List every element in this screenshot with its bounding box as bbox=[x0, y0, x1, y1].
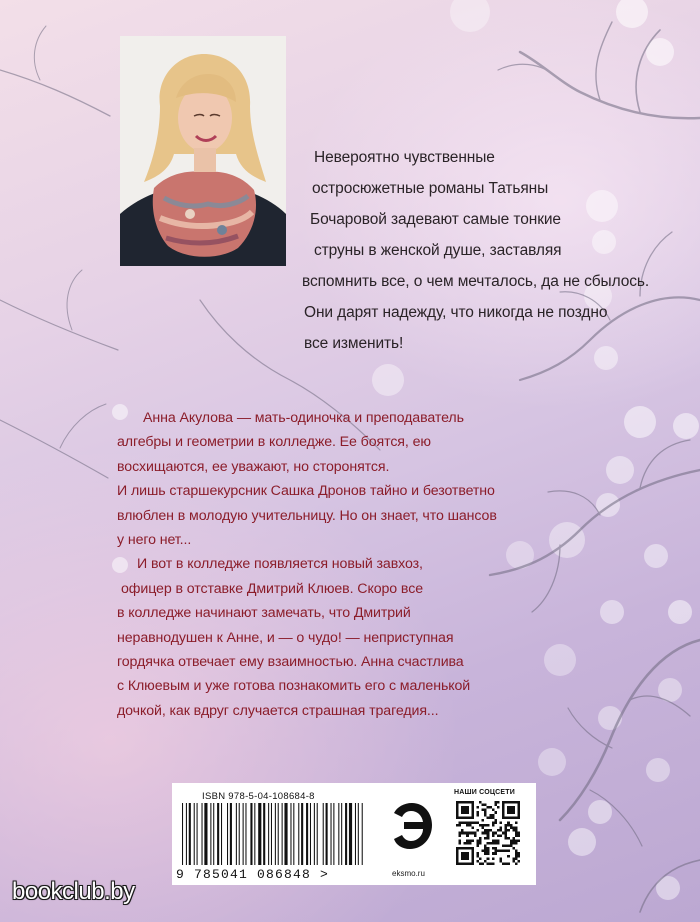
barcode-bar bbox=[358, 803, 359, 865]
barcode-bar bbox=[213, 803, 214, 865]
synopsis-line: с Клюевым и уже готова познакомить его с маленькой bbox=[117, 678, 471, 695]
barcode-bar bbox=[362, 803, 363, 865]
barcode-bar bbox=[217, 803, 219, 865]
synopsis-line: офицер в отставке Дмитрий Клюев. Скоро все bbox=[121, 580, 423, 597]
barcode-bar bbox=[317, 803, 318, 865]
barcode-bar bbox=[333, 803, 334, 865]
intro-line: Невероятно чувственные bbox=[314, 149, 495, 166]
barcode-bar bbox=[331, 803, 332, 865]
barcode-bar bbox=[268, 803, 269, 865]
barcode-bar bbox=[243, 803, 244, 865]
barcode-bar bbox=[278, 803, 279, 865]
barcode-bar bbox=[306, 803, 308, 865]
barcode-bar bbox=[227, 803, 228, 865]
barcode-bar bbox=[236, 803, 237, 865]
author-photo bbox=[120, 36, 286, 266]
barcode-bar bbox=[271, 803, 272, 865]
barcode-bar bbox=[250, 803, 252, 865]
barcode-bar bbox=[230, 803, 232, 865]
barcode-bar bbox=[355, 803, 356, 865]
barcode-bar bbox=[202, 803, 203, 865]
intro-line: Они дарят надежду, что никогда не поздно bbox=[304, 304, 608, 321]
barcode-bar bbox=[284, 803, 287, 865]
barcode-bar bbox=[254, 803, 255, 865]
synopsis-line: дочкой, как вдруг случается страшная трагедия... bbox=[117, 702, 439, 719]
barcode bbox=[182, 803, 378, 865]
intro-line: все изменить! bbox=[304, 335, 404, 352]
isbn-info-box bbox=[172, 783, 536, 885]
social-label: НАШИ СОЦСЕТИ bbox=[454, 789, 515, 796]
intro-line: струны в женской душе, заставляя bbox=[314, 242, 562, 259]
barcode-bar bbox=[263, 803, 265, 865]
barcode-bar bbox=[301, 803, 303, 865]
barcode-bar bbox=[349, 803, 352, 865]
barcode-bar bbox=[221, 803, 222, 865]
barcode-bar bbox=[345, 803, 347, 865]
barcode-bar bbox=[239, 803, 240, 865]
barcode-bar bbox=[197, 803, 198, 865]
qr-code-icon[interactable] bbox=[456, 801, 520, 865]
synopsis-line: И лишь старшекурсник Сашка Дронов тайно и безответно bbox=[117, 483, 495, 500]
barcode-bar bbox=[310, 803, 311, 865]
barcode-digits: 9 785041 086848 > bbox=[176, 867, 330, 882]
synopsis-line: неравнодушен к Анне, и — о чудо! — неприступная bbox=[117, 629, 454, 646]
synopsis-line: И вот в колледже появляется новый завхоз, bbox=[137, 556, 423, 573]
barcode-bar bbox=[314, 803, 315, 865]
intro-line: Бочаровой задевают самые тонкие bbox=[310, 211, 561, 228]
barcode-bar bbox=[210, 803, 211, 865]
synopsis-line: влюблен в молодую учительницу. Но он знает, что шансов bbox=[117, 507, 497, 524]
barcode-bar bbox=[293, 803, 294, 865]
synopsis-line: алгебры и геометрии в колледже. Ее боятся, ею bbox=[117, 434, 431, 451]
synopsis-line: в колледже начинают замечать, что Дмитрий bbox=[117, 605, 411, 622]
synopsis-line: Анна Акулова — мать-одиночка и преподаватель bbox=[143, 410, 464, 426]
barcode-bar bbox=[338, 803, 339, 865]
barcode-bar bbox=[323, 803, 324, 865]
barcode-bar bbox=[298, 803, 299, 865]
barcode-bar bbox=[275, 803, 276, 865]
barcode-bar bbox=[290, 803, 291, 865]
synopsis-line: гордячка отвечает ему взаимностью. Анна счастлива bbox=[117, 654, 464, 671]
barcode-bar bbox=[186, 803, 187, 865]
barcode-bar bbox=[341, 803, 342, 865]
barcode-bar bbox=[189, 803, 191, 865]
watermark: bookclub.by bbox=[12, 878, 135, 905]
intro-line: вспомнить все, о чем мечталось, да не сбылось. bbox=[302, 273, 650, 290]
author-intro bbox=[302, 142, 650, 359]
barcode-bar bbox=[204, 803, 207, 865]
isbn-number: ISBN 978-5-04-108684-8 bbox=[202, 791, 315, 802]
eksmo-logo-icon bbox=[390, 799, 434, 859]
barcode-bar bbox=[282, 803, 283, 865]
barcode-bar bbox=[182, 803, 183, 865]
barcode-bar bbox=[194, 803, 195, 865]
barcode-bar bbox=[258, 803, 261, 865]
barcode-bar bbox=[326, 803, 328, 865]
intro-line: остросюжетные романы Татьяны bbox=[312, 180, 549, 197]
synopsis-line: восхищаются, ее уважают, но сторонятся. bbox=[117, 458, 390, 475]
barcode-bar bbox=[245, 803, 246, 865]
synopsis-line: у него нет... bbox=[117, 532, 192, 549]
publisher-url[interactable]: eksmo.ru bbox=[392, 869, 425, 878]
book-synopsis bbox=[117, 406, 587, 723]
